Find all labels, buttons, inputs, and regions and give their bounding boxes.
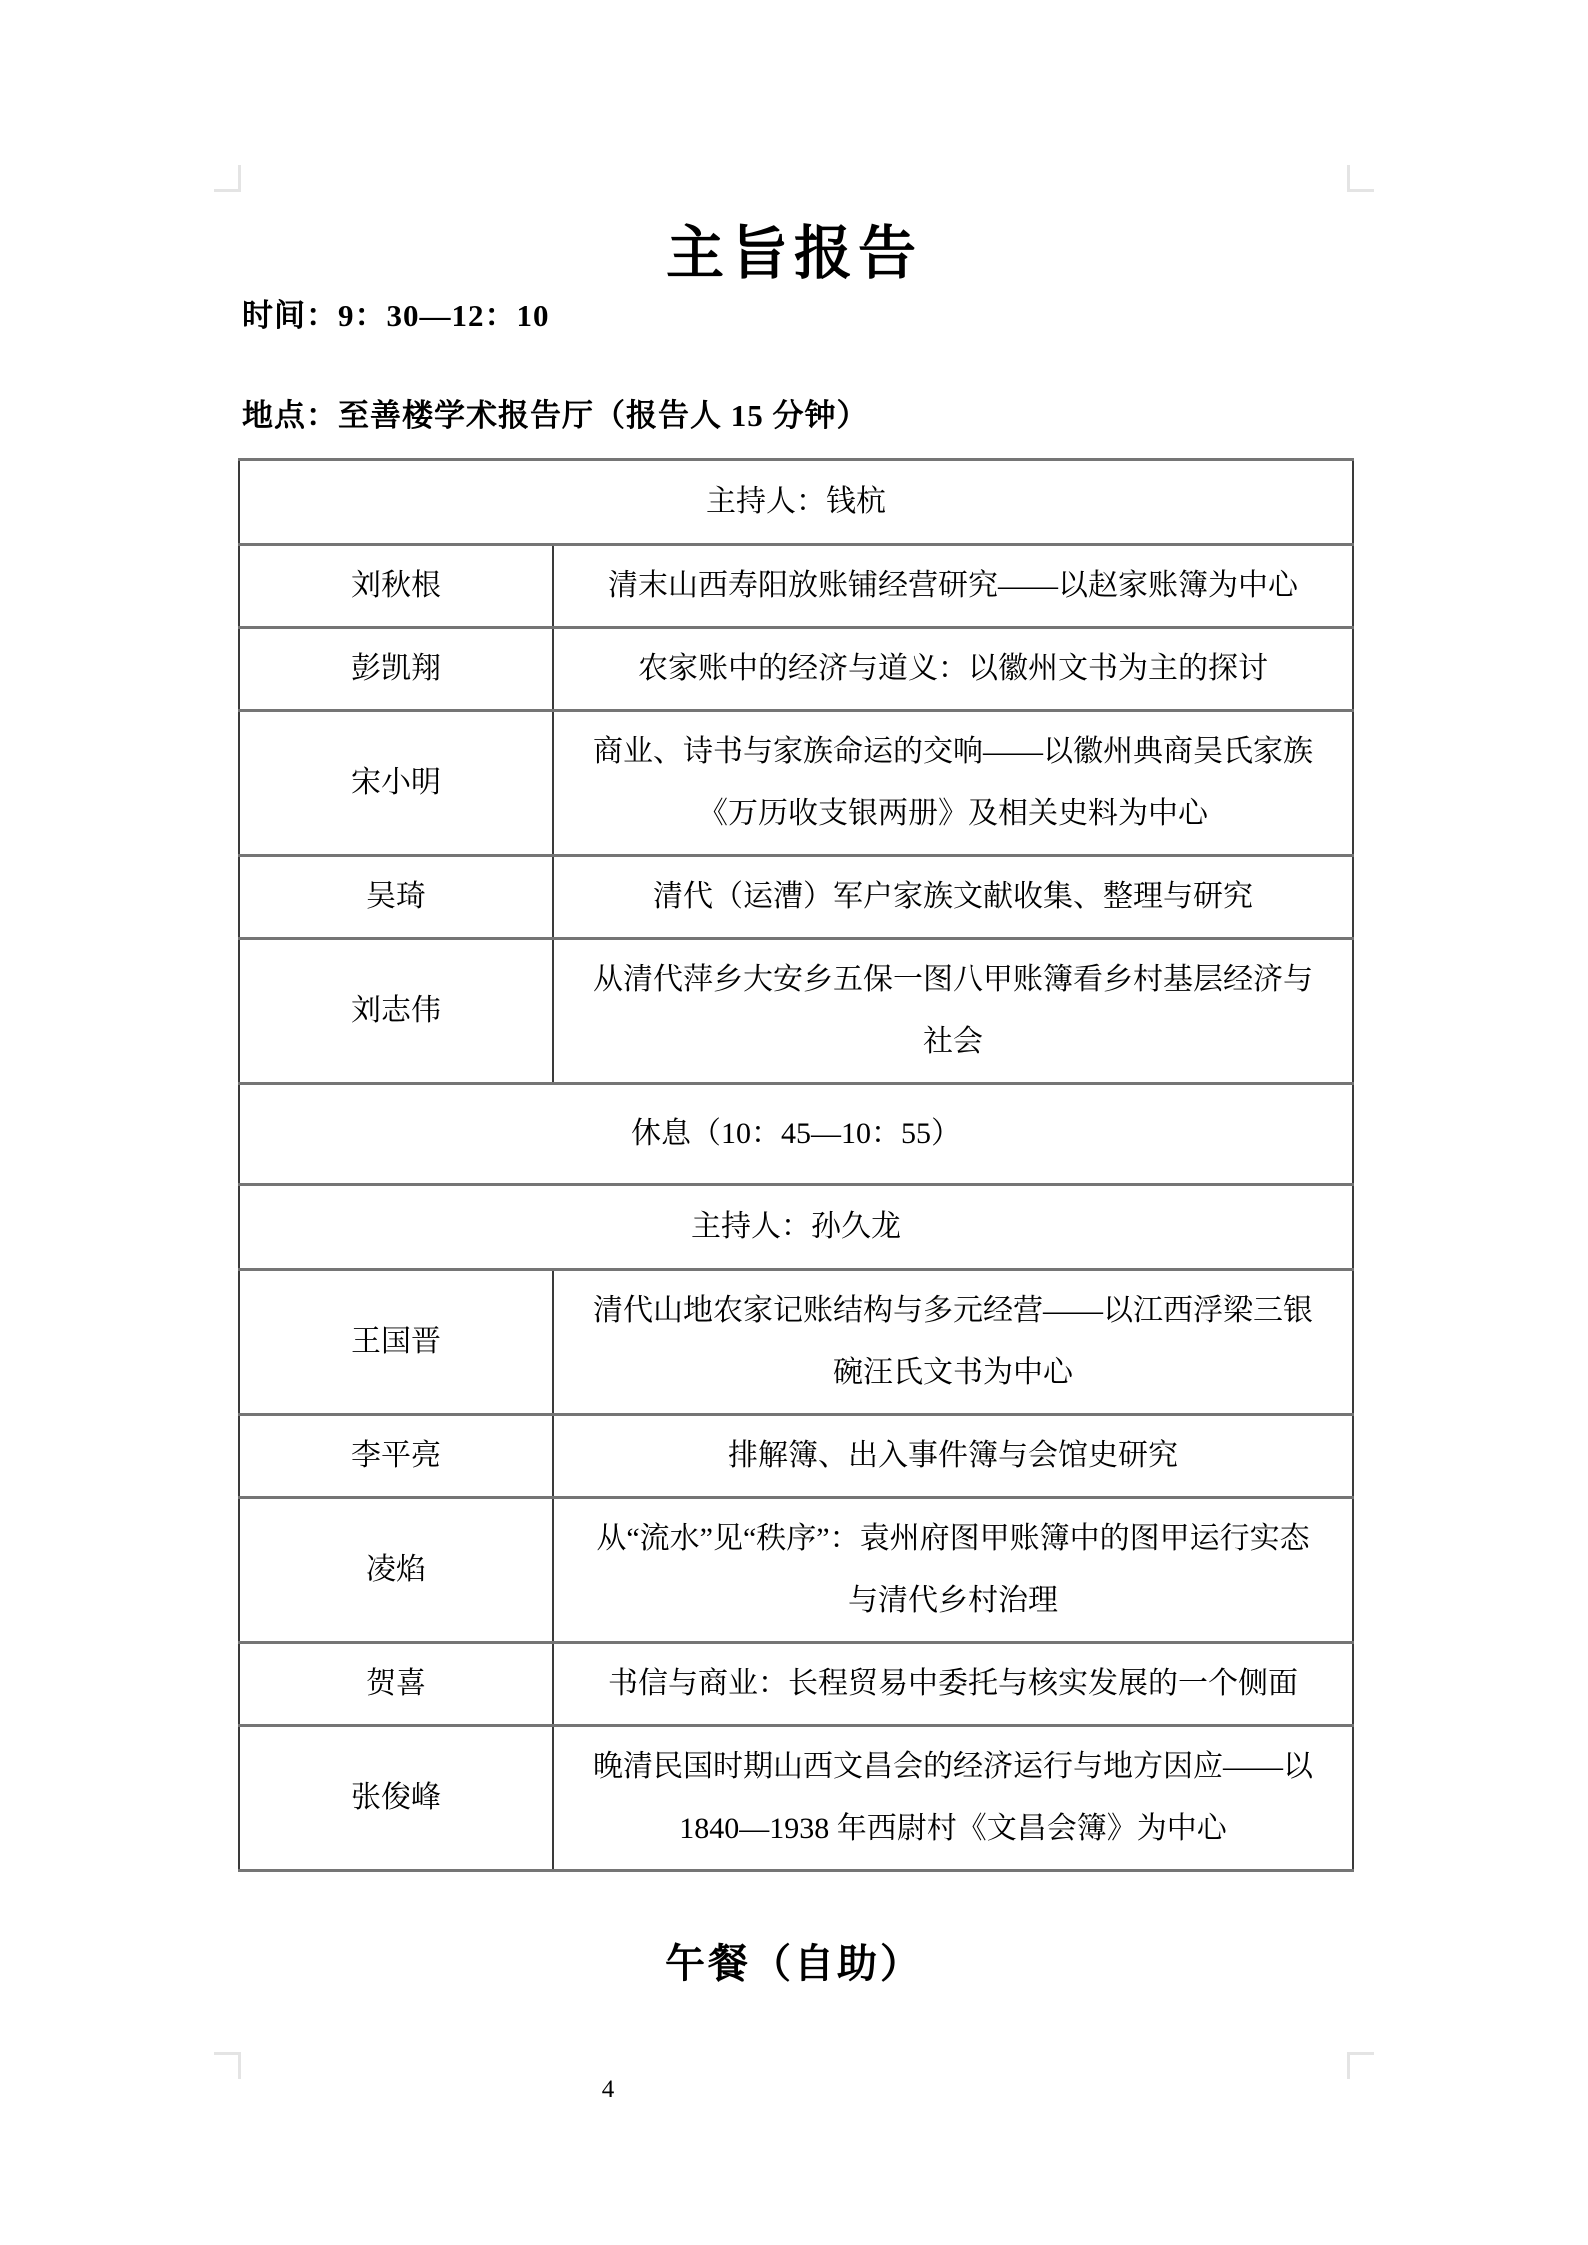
talk-row — [239, 1498, 1353, 1643]
lunch-heading: 午餐（自助） — [665, 1941, 923, 1986]
talk-title-cell: 商业、诗书与家族命运的交响——以徽州典商吴氏家族《万历收支银两册》及相关史料为中心 — [553, 711, 1353, 856]
speaker-name-cell: 刘志伟 — [239, 939, 553, 1084]
talk-title-cell: 书信与商业：长程贸易中委托与核实发展的一个侧面 — [553, 1643, 1353, 1726]
talk-title-cell: 晚清民国时期山西文昌会的经济运行与地方因应——以 1840—1938 年西尉村《文昌会簿》为中心 — [553, 1726, 1353, 1871]
talk-row — [239, 1270, 1353, 1415]
talk-title-cell: 从清代萍乡大安乡五保一图八甲账簿看乡村基层经济与社会 — [553, 939, 1353, 1084]
schedule-table — [238, 458, 1354, 1872]
talk-row — [239, 1415, 1353, 1498]
break-cell: 休息（10：45—10：55） — [239, 1084, 1353, 1185]
talk-row — [239, 939, 1353, 1084]
margin-corner-mark-top-left — [214, 165, 241, 192]
margin-corner-mark-top-right — [1347, 165, 1374, 192]
talk-title-cell: 清代山地农家记账结构与多元经营——以江西浮梁三银碗汪氏文书为中心 — [553, 1270, 1353, 1415]
talk-title-cell: 农家账中的经济与道义：以徽州文书为主的探讨 — [553, 628, 1353, 711]
session-time-label: 时间：9：30—12：10 — [242, 298, 550, 333]
talk-title-cell: 清代（运漕）军户家族文献收集、整理与研究 — [553, 856, 1353, 939]
chair-cell: 主持人：钱杭 — [239, 460, 1353, 545]
page-title: 主旨报告 — [665, 221, 922, 286]
margin-corner-mark-bottom-right — [1347, 2052, 1374, 2079]
talk-title-cell: 从“流水”见“秩序”：袁州府图甲账簿中的图甲运行实态与清代乡村治理 — [553, 1498, 1353, 1643]
chair-row — [239, 460, 1353, 545]
talk-row — [239, 856, 1353, 939]
talk-row — [239, 1643, 1353, 1726]
schedule-table-body — [239, 460, 1353, 1871]
talk-title-cell: 排解簿、出入事件簿与会馆史研究 — [553, 1415, 1353, 1498]
chair-cell: 主持人：孙久龙 — [239, 1185, 1353, 1270]
speaker-name-cell: 宋小明 — [239, 711, 553, 856]
margin-corner-mark-bottom-left — [214, 2052, 241, 2079]
break-row — [239, 1084, 1353, 1185]
speaker-name-cell: 贺喜 — [239, 1643, 553, 1726]
speaker-name-cell: 彭凯翔 — [239, 628, 553, 711]
page-number: 4 — [601, 2076, 615, 2103]
chair-row — [239, 1185, 1353, 1270]
speaker-name-cell: 李平亮 — [239, 1415, 553, 1498]
talk-row — [239, 711, 1353, 856]
speaker-name-cell: 凌焰 — [239, 1498, 553, 1643]
speaker-name-cell: 张俊峰 — [239, 1726, 553, 1871]
speaker-name-cell: 刘秋根 — [239, 545, 553, 628]
talk-title-cell: 清末山西寿阳放账铺经营研究——以赵家账簿为中心 — [553, 545, 1353, 628]
speaker-name-cell: 王国晋 — [239, 1270, 553, 1415]
talk-row — [239, 628, 1353, 711]
talk-row — [239, 545, 1353, 628]
session-location-label: 地点：至善楼学术报告厅（报告人 15 分钟） — [242, 398, 869, 433]
talk-row — [239, 1726, 1353, 1871]
speaker-name-cell: 吴琦 — [239, 856, 553, 939]
